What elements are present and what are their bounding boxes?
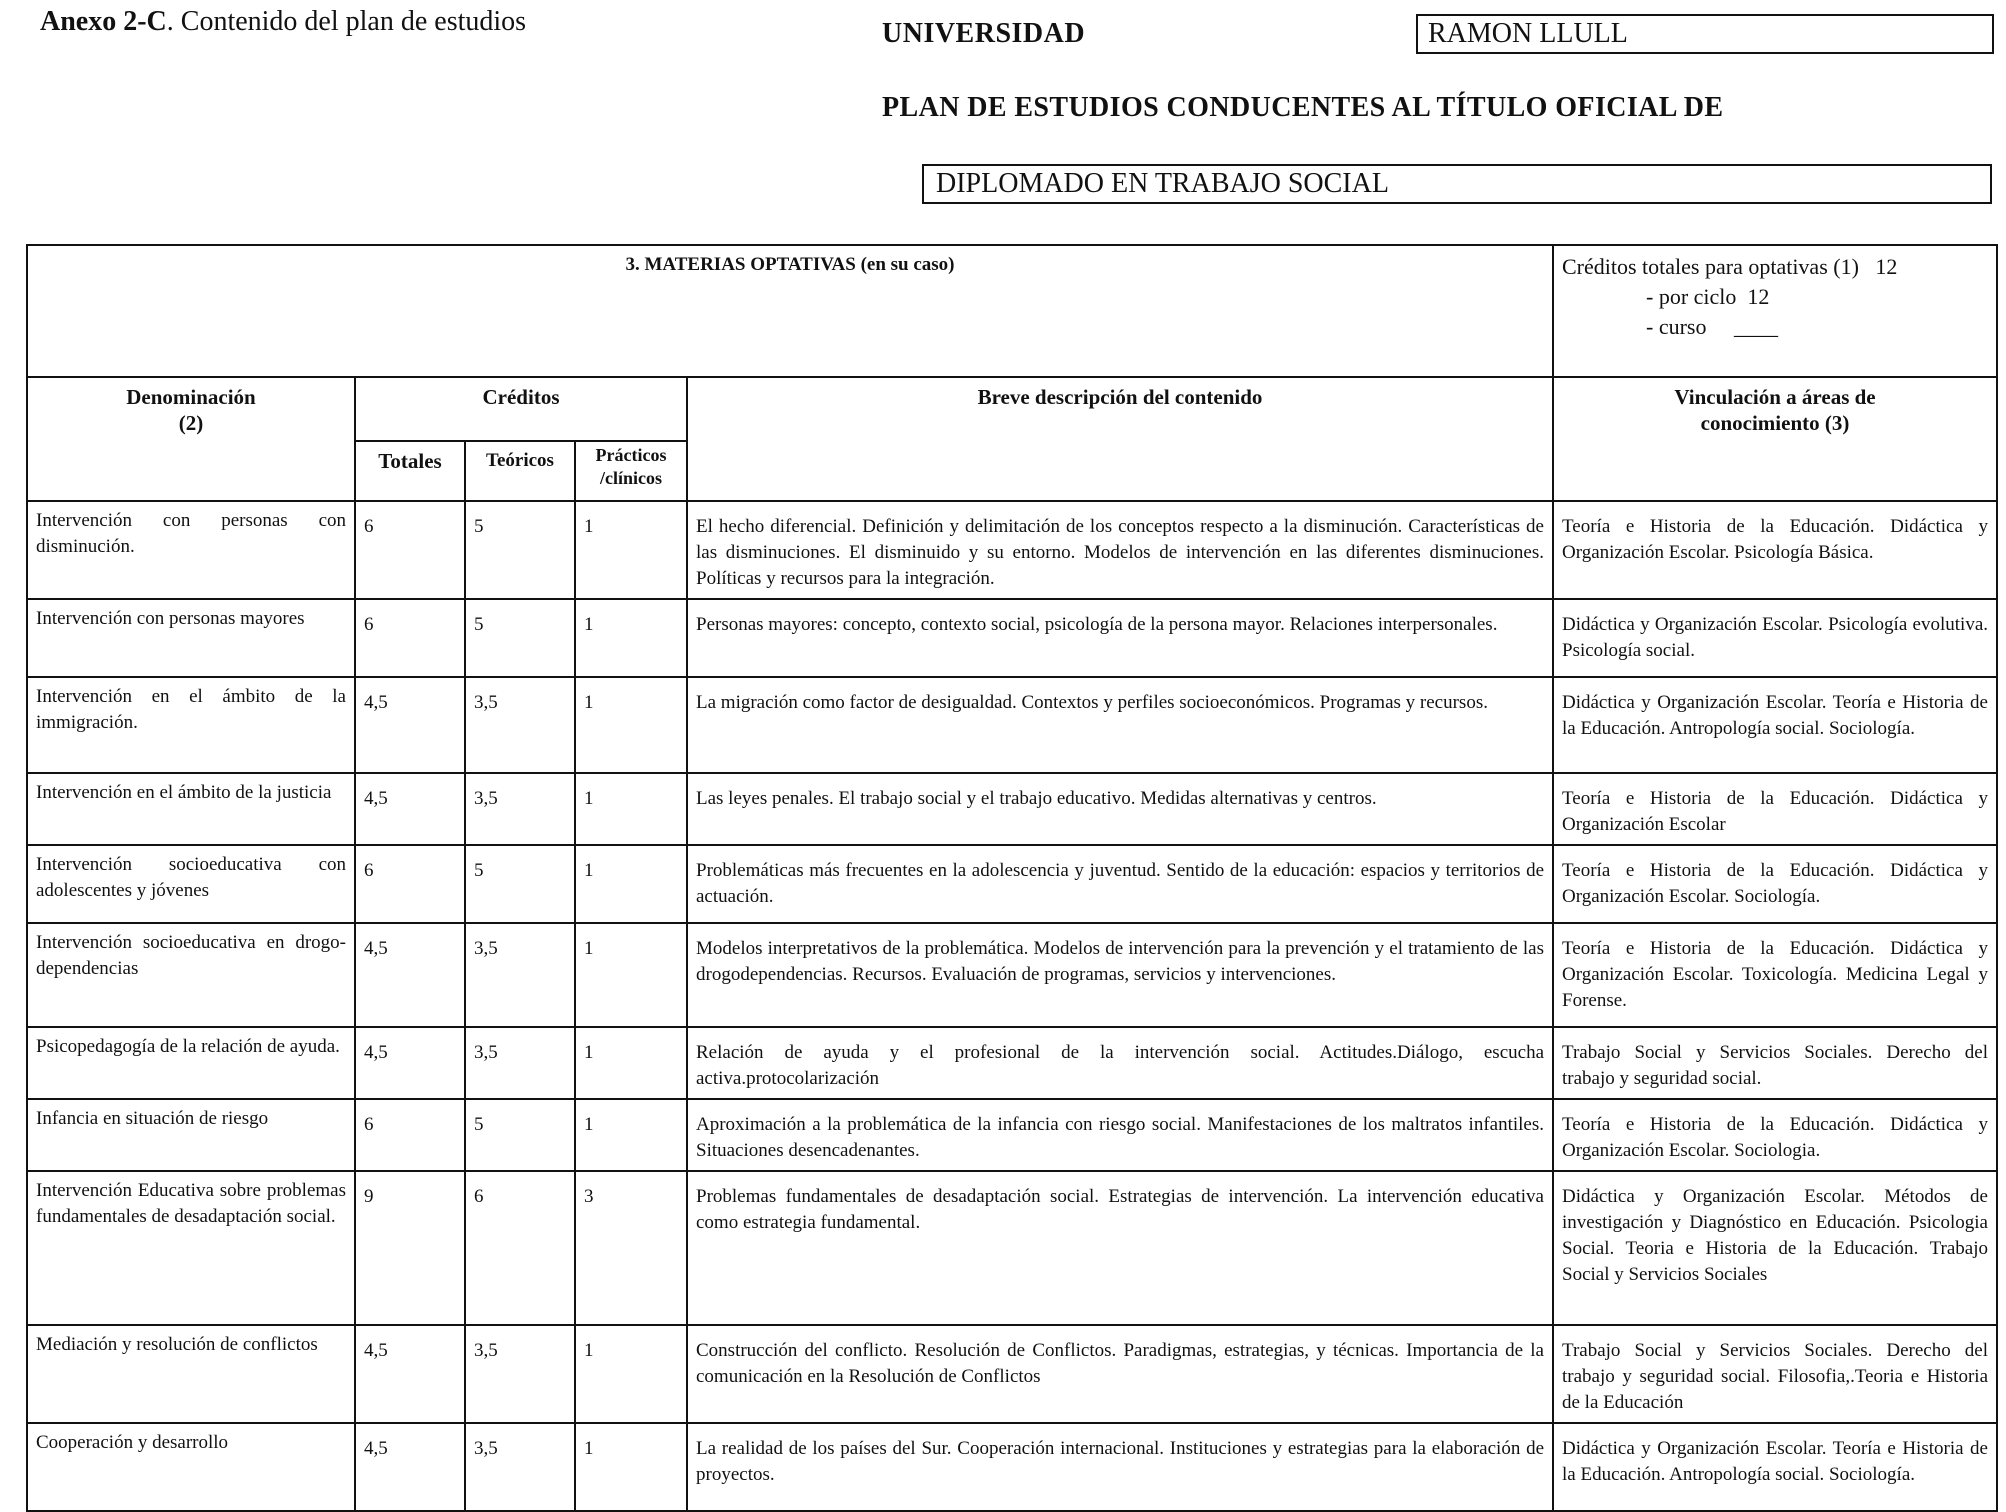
credits-total: 6 [355, 501, 465, 599]
subject-description: Problemas fundamentales de desadaptación social. Estrategias de intervención. La intervención educativa como estrategia fundamental. [687, 1171, 1553, 1325]
credits-theory: 5 [465, 599, 575, 677]
annex-subtitle: . Contenido del plan de estudios [166, 6, 527, 37]
plan-title: PLAN DE ESTUDIOS CONDUCENTES AL TÍTULO OFICIAL DE [882, 92, 1724, 123]
course-label: - curso [1646, 314, 1707, 339]
header-description: Breve descripción del contenido [687, 377, 1553, 501]
header-credits: Créditos [355, 377, 687, 441]
knowledge-areas: Didáctica y Organización Escolar. Teoría e Historia de la Educación. Antropología social. Sociología. [1553, 1423, 1997, 1511]
header-areas [1553, 377, 1997, 501]
subject-description: Relación de ayuda y el profesional de la intervención social. Actitudes.Diálogo, escucha activa.protocolarización [687, 1027, 1553, 1099]
credits-theory: 5 [465, 1099, 575, 1171]
optional-subjects-table [26, 244, 1998, 1512]
credits-practical: 1 [575, 677, 687, 773]
credits-practical: 1 [575, 1325, 687, 1423]
subject-description: Problemáticas más frecuentes en la adolescencia y juventud. Sentido de la educación: espacios y territorios de actuación. [687, 845, 1553, 923]
subject-name: Infancia en situación de riesgo [27, 1099, 355, 1171]
credits-theory: 5 [465, 501, 575, 599]
subject-description: El hecho diferencial. Definición y delimitación de los conceptos respecto a la disminución. Características de las disminuciones. El disminuido y su entorno. Modelos de intervención en las diferentes disminuciones. Políticas y recursos para la integración. [687, 501, 1553, 599]
table-row [27, 1099, 1997, 1171]
credits-theory: 6 [465, 1171, 575, 1325]
header-theory: Teóricos [465, 441, 575, 501]
university-label: UNIVERSIDAD [882, 18, 1086, 49]
credits-practical: 1 [575, 923, 687, 1027]
credits-theory: 3,5 [465, 1027, 575, 1099]
per-cycle-label: - por ciclo [1646, 284, 1737, 309]
header-areas-line2: conocimiento (3) [1700, 411, 1850, 435]
credits-total: 4,5 [355, 923, 465, 1027]
table-row [27, 677, 1997, 773]
table-row [27, 599, 1997, 677]
subject-description: Las leyes penales. El trabajo social y el trabajo educativo. Medidas alternativas y centros. [687, 773, 1553, 845]
subject-name: Intervención socioeducativa con adolescentes y jóvenes [27, 845, 355, 923]
course-line [1562, 312, 1988, 342]
credits-theory: 3,5 [465, 1325, 575, 1423]
header-areas-line1: Vinculación a áreas de [1674, 385, 1876, 409]
table-row [27, 923, 1997, 1027]
credits-practical: 1 [575, 1099, 687, 1171]
total-credits-label: Créditos totales para optativas (1) [1562, 254, 1859, 279]
credits-theory: 3,5 [465, 773, 575, 845]
subject-name: Cooperación y desarrollo [27, 1423, 355, 1511]
column-header-row [27, 377, 1997, 441]
annex-title [40, 6, 526, 38]
credits-practical: 1 [575, 501, 687, 599]
credits-total: 6 [355, 845, 465, 923]
university-name-box: RAMON LLULL [1416, 14, 1994, 54]
credits-theory: 3,5 [465, 1423, 575, 1511]
subject-description: La realidad de los países del Sur. Cooperación internacional. Instituciones y estrategias para la elaboración de proyectos. [687, 1423, 1553, 1511]
credits-total: 4,5 [355, 773, 465, 845]
table-row [27, 1423, 1997, 1511]
per-cycle-value: 12 [1747, 284, 1770, 309]
knowledge-areas: Teoría e Historia de la Educación. Didáctica y Organización Escolar. Sociología. [1553, 845, 1997, 923]
credits-practical: 1 [575, 845, 687, 923]
per-cycle-line [1562, 282, 1988, 312]
subject-name: Intervención socioeducativa en drogo-dependencias [27, 923, 355, 1027]
table-row [27, 1027, 1997, 1099]
header-name-note: (2) [178, 411, 204, 435]
section-title: 3. MATERIAS OPTATIVAS (en su caso) [27, 245, 1553, 377]
header-name-label: Denominación [126, 385, 256, 409]
header-practical [575, 441, 687, 501]
knowledge-areas: Didáctica y Organización Escolar. Métodos de investigación y Diagnóstico en Educación. Psicologia Social. Teoria e Historia de la Educación. Trabajo Social y Servicios Sociales [1553, 1171, 1997, 1325]
subject-name: Intervención con personas mayores [27, 599, 355, 677]
knowledge-areas: Teoría e Historia de la Educación. Didáctica y Organización Escolar [1553, 773, 1997, 845]
subject-description: Aproximación a la problemática de la infancia con riesgo social. Manifestaciones de los maltratos infantiles. Situaciones desencadenantes. [687, 1099, 1553, 1171]
subject-description: Modelos interpretativos de la problemática. Modelos de intervención para la prevención y el tratamiento de las drogodependencias. Recursos. Evaluación de programas, servicios y intervenciones. [687, 923, 1553, 1027]
subject-name: Psicopedagogía de la relación de ayuda. [27, 1027, 355, 1099]
credits-practical: 1 [575, 1027, 687, 1099]
annex-label: Anexo 2-C [40, 6, 167, 37]
knowledge-areas: Didáctica y Organización Escolar. Psicología evolutiva. Psicología social. [1553, 599, 1997, 677]
subject-name: Intervención con personas con disminución. [27, 501, 355, 599]
subject-description: Personas mayores: concepto, contexto social, psicología de la persona mayor. Relaciones interpersonales. [687, 599, 1553, 677]
subject-name: Intervención en el ámbito de la justicia [27, 773, 355, 845]
credits-theory: 5 [465, 845, 575, 923]
knowledge-areas: Trabajo Social y Servicios Sociales. Derecho del trabajo y seguridad social. Filosofia,.Teoria e Historia de la Educación [1553, 1325, 1997, 1423]
credits-practical: 1 [575, 599, 687, 677]
credits-practical: 1 [575, 773, 687, 845]
credits-theory: 3,5 [465, 677, 575, 773]
table-row [27, 773, 1997, 845]
total-credits-line [1562, 252, 1988, 282]
section-header-row [27, 245, 1997, 377]
course-value: ____ [1733, 314, 1778, 339]
table-row [27, 1171, 1997, 1325]
table-row [27, 1325, 1997, 1423]
table-row [27, 845, 1997, 923]
degree-box: DIPLOMADO EN TRABAJO SOCIAL [922, 164, 1992, 204]
table-row [27, 501, 1997, 599]
subject-description: La migración como factor de desigualdad. Contextos y perfiles socioeconómicos. Programas y recursos. [687, 677, 1553, 773]
subject-name: Mediación y resolución de conflictos [27, 1325, 355, 1423]
total-credits-value: 12 [1875, 254, 1898, 279]
credits-practical: 1 [575, 1423, 687, 1511]
credits-total: 4,5 [355, 1325, 465, 1423]
credits-summary [1553, 245, 1997, 377]
credits-theory: 3,5 [465, 923, 575, 1027]
header-totals: Totales [355, 441, 465, 501]
knowledge-areas: Trabajo Social y Servicios Sociales. Derecho del trabajo y seguridad social. [1553, 1027, 1997, 1099]
credits-total: 4,5 [355, 677, 465, 773]
subject-description: Construcción del conflicto. Resolución de Conflictos. Paradigmas, estrategias, y técnicas. Importancia de la comunicación en la Resolución de Conflictos [687, 1325, 1553, 1423]
knowledge-areas: Teoría e Historia de la Educación. Didáctica y Organización Escolar. Toxicología. Medicina Legal y Forense. [1553, 923, 1997, 1027]
header-name [27, 377, 355, 501]
credits-total: 4,5 [355, 1423, 465, 1511]
header-practical-line1: Prácticos [595, 445, 667, 465]
header-practical-line2: /clínicos [600, 468, 662, 488]
credits-total: 9 [355, 1171, 465, 1325]
credits-total: 6 [355, 1099, 465, 1171]
knowledge-areas: Teoría e Historia de la Educación. Didáctica y Organización Escolar. Sociologia. [1553, 1099, 1997, 1171]
knowledge-areas: Didáctica y Organización Escolar. Teoría e Historia de la Educación. Antropología social. Sociología. [1553, 677, 1997, 773]
subject-name: Intervención en el ámbito de la immigración. [27, 677, 355, 773]
credits-practical: 3 [575, 1171, 687, 1325]
credits-total: 4,5 [355, 1027, 465, 1099]
knowledge-areas: Teoría e Historia de la Educación. Didáctica y Organización Escolar. Psicología Básica. [1553, 501, 1997, 599]
subject-name: Intervención Educativa sobre problemas fundamentales de desadaptación social. [27, 1171, 355, 1325]
credits-total: 6 [355, 599, 465, 677]
